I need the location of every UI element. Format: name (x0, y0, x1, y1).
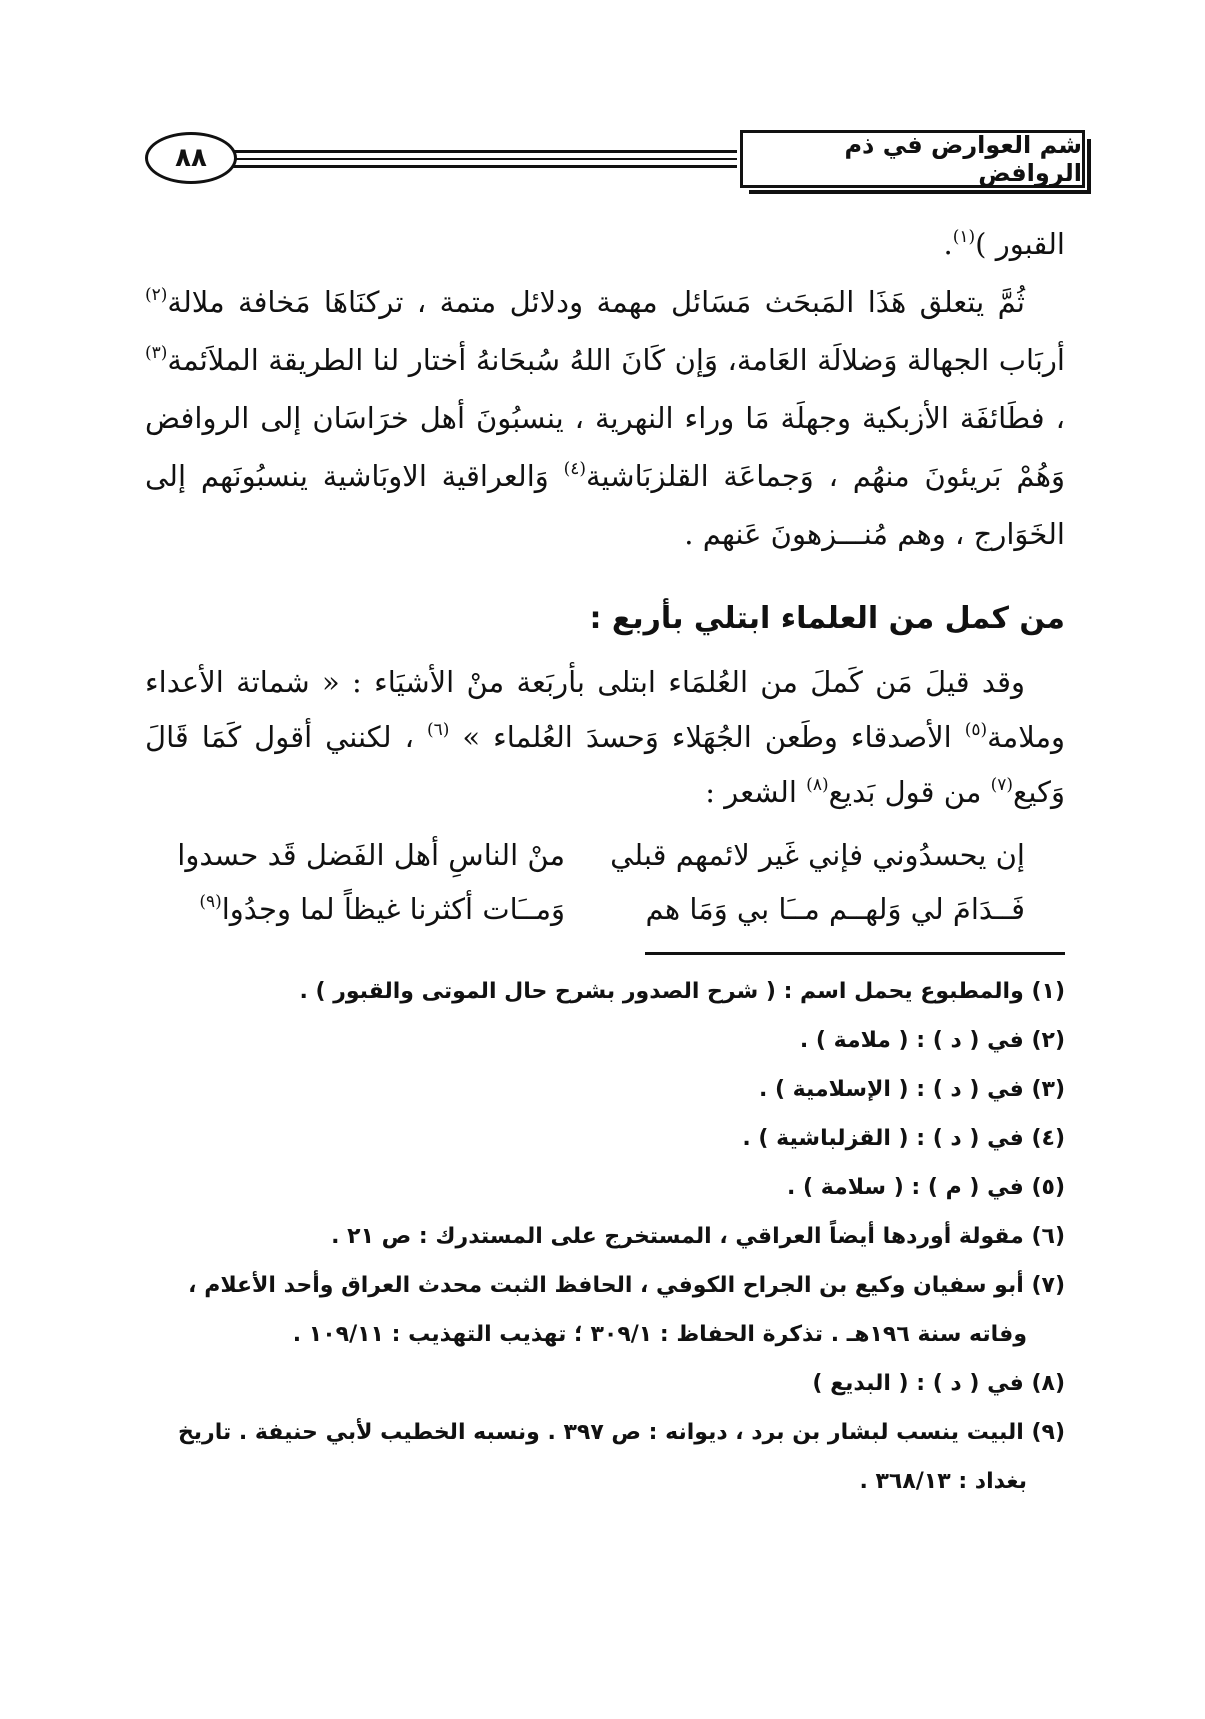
text-span: أربَاب الجهالة وَضلالَة العَامة، وَإن كَانَ اللهُ سُبحَانهُ أختار لنا الطريقة الملاَئمة (167, 343, 1065, 377)
footnote-8 (135, 1359, 1065, 1408)
footnote-text: مقولة أوردها أيضاً العراقي ، المستخرج على المستدرك : ص ٢١ . (331, 1224, 1024, 1249)
footnote-ref: (٢) (145, 285, 168, 305)
footnote-4 (135, 1114, 1065, 1163)
text-span: الشعر : (705, 775, 797, 809)
hemistich-second: منْ الناسِ أهل الفَضل قَد حسدوا (177, 838, 565, 872)
footnote-ref: (٧) (990, 775, 1013, 795)
footnote-text: أبو سفيان وكيع بن الجراح الكوفي ، الحافظ الثبت محدث العراق وأحد الأعلام ، (188, 1273, 1024, 1298)
main-text (145, 215, 1065, 563)
footnote-number: (٨) (1031, 1371, 1065, 1396)
footnote-continuation: بغداد : ٣٦٨/١٣ . (859, 1469, 1027, 1494)
poem (165, 828, 1025, 936)
footnote-ref: (٦) (426, 720, 450, 740)
page-number-text: ٨٨ (175, 143, 207, 173)
paragraph-1 (145, 273, 1065, 563)
footnote-text: في ( د ) : ( ملامة ) . (799, 1028, 1024, 1053)
page-header (145, 130, 1085, 192)
footnote-number: (٣) (1031, 1077, 1065, 1102)
text-span: القبور ) (975, 227, 1065, 261)
footnote-number: (٤) (1031, 1126, 1065, 1151)
text-span: من قول بَديع (828, 775, 982, 809)
page-number (145, 132, 237, 184)
footnotes (135, 967, 1065, 1506)
footnote-7 (135, 1261, 1065, 1359)
footnote-2 (135, 1016, 1065, 1065)
footnote-ref: (٩) (199, 892, 222, 912)
footnote-text: والمطبوع يحمل اسم : ( شرح الصدور بشرح حال الموتى والقبور ) . (299, 979, 1024, 1004)
footnote-9 (135, 1408, 1065, 1506)
text-span: ثُمَّ يتعلق هَذَا المَبحَث مَسَائل مهمة ودلائل متمة ، تركنَاهَا مَخافة ملالة (167, 285, 1025, 319)
footnote-6 (135, 1212, 1065, 1261)
section-heading: من كمل من العلماء ابتلي بأربع : (589, 601, 1065, 636)
footnote-continuation: وفاته سنة ١٩٦هـ . تذكرة الحفاظ : ٣٠٩/١ ؛ تهذيب التهذيب : ١٠٩/١١ . (292, 1322, 1027, 1347)
footnote-ref: (٣) (145, 343, 168, 363)
footnote-3 (135, 1065, 1065, 1114)
text-span: ، لكنني أقول كَمَا قَالَ وَكيع (145, 720, 1065, 809)
footnote-separator (645, 952, 1065, 955)
verse-1 (165, 828, 1025, 882)
paragraph-2-text (145, 655, 1065, 820)
footnote-ref: (٤) (563, 459, 586, 479)
opening-line (145, 215, 1065, 273)
text-span: وَالعراقية الاوبَاشية ينسبُونَهم إلى الخَوَارج ، وهم مُنـــزهونَ عَنهم . (145, 459, 1065, 551)
header-rule (233, 150, 737, 168)
footnote-text: البيت ينسب لبشار بن برد ، ديوانه : ص ٣٩٧ . ونسبه الخطيب لأبي حنيفة . تاريخ (177, 1420, 1024, 1445)
running-title-text: شم العوارض في ذم الروافض (844, 131, 1082, 187)
text-span: . (943, 227, 953, 261)
verse-2 (165, 882, 1025, 936)
hemistich-first: إن يحسدُوني فإني غَير لائمهم قبلي (610, 838, 1025, 872)
footnote-text: في ( د ) : ( الإسلامية ) . (758, 1077, 1024, 1102)
footnote-number: (٢) (1031, 1028, 1065, 1053)
footnote-text: في ( د ) : ( البديع ) (812, 1371, 1024, 1396)
footnote-number: (٥) (1031, 1175, 1065, 1200)
footnote-number: (١) (1031, 979, 1065, 1004)
footnote-ref: (١) (952, 227, 976, 247)
text-span: وَمــَات أكثرنا غيظاً لما وجدُوا (221, 892, 565, 926)
footnote-5 (135, 1163, 1065, 1212)
footnote-ref: (٨) (806, 775, 829, 795)
footnote-ref: (٥) (964, 720, 988, 740)
running-title (740, 130, 1085, 188)
hemistich-second (165, 882, 565, 936)
footnote-text: في ( د ) : ( القزلباشية ) . (742, 1126, 1024, 1151)
hemistich-first: فَــدَامَ لي وَلهــم مــَا بي وَمَا هم (645, 892, 1025, 926)
footnote-number: (٩) (1031, 1420, 1065, 1445)
text-span: الأصدقاء وطَعن الجُهَلاء وَحسدَ العُلماء » (462, 720, 952, 754)
footnote-1 (135, 967, 1065, 1016)
paragraph-2 (145, 655, 1065, 820)
footnote-number: (٦) (1031, 1224, 1065, 1249)
footnote-number: (٧) (1031, 1273, 1065, 1298)
footnote-text: في ( م ) : ( سلامة ) . (787, 1175, 1024, 1200)
text-span: وقد قيلَ مَن كَملَ من العُلمَاء ابتلى بأربَعة منْ الأشيَاء : « شماتة الأعداء وملامة (145, 665, 1066, 754)
text-span: ، فطَائفَة الأزبكية وجهلَة مَا وراء النهرية ، ينسبُونَ أهل خرَاسَان إلى الروافض وَهُمْ بَريئونَ منهُم ، وَجماعَة القلزبَاشية (145, 401, 1065, 493)
